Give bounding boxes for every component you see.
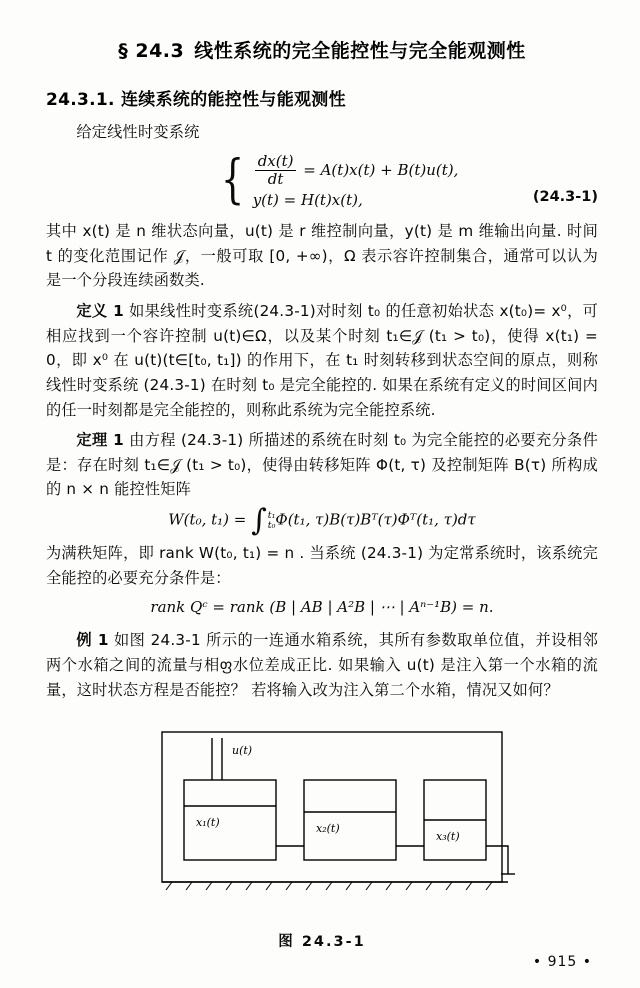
paragraph-variables: 其中 x(t) 是 n 维状态向量，u(t) 是 r 维控制向量，y(t) 是 m 维输出向量. 时间 t 的变化范围记作 𝒥，一般可取 [0, +∞)，Ω 表示容许控制集合，通常可以认为是一个分段连续函数类.: [46, 222, 598, 290]
equation-1-rhs: = A(t)x(t) + B(t)u(t),: [303, 160, 459, 179]
figure-label-x3: x₃(t): [436, 830, 460, 844]
integral-sign: ∫: [251, 503, 267, 538]
example-1-label: 例 1: [76, 631, 109, 650]
example-1-text: 如图 24.3-1 所示的一连通水箱系统，其所有参数取单位值，并设相邻两个水箱之间的流量与相ფ水位差成正比. 如果输入 u(t) 是注入第一个水箱的流量，这时状态方程是否能控？ 若将输入改为注入第二个水箱，情况又如何？: [46, 631, 598, 699]
equation-3-text: rank Qᶜ = rank (B | AB | A²B | ⋯ | Aⁿ⁻¹B) = n.: [150, 598, 494, 617]
figure-water-tanks: [46, 720, 598, 951]
equation-1-tag: (24.3-1): [532, 189, 598, 206]
equation-1-line-2: y(t) = H(t)x(t),: [252, 191, 363, 210]
section-title: [46, 36, 598, 63]
paragraph-intro: 给定线性时变系统: [76, 123, 200, 141]
equation-3-block: [46, 598, 598, 618]
definition-1-text: 如果线性时变系统(24.3-1)对时刻 t₀ 的任意初始状态 x(t₀)= x⁰，可相应找到一个容许控制 u(t)∈Ω，以及某个时刻 t₁∈𝒥 (t₁ > t₀)，使得 x(t₁) = 0，即 x⁰ 在 u(t)(t∈[t₀, t₁]) 的作用下，在 t₁ 时刻转移到状态空间的原点，则称线性时变系统 (24.3-1) 在时刻 t₀ 是完全能控的. 如果在系统有定义的时间区间内的任一时刻都是完全能控的，则称此系统为完全能控系统.: [46, 302, 599, 419]
example-1-paragraph: [46, 628, 598, 702]
figure-svg: [46, 720, 598, 920]
derivative-fraction: [255, 153, 297, 189]
integral-symbol: [251, 503, 276, 538]
fraction-numerator: dx(t): [255, 153, 297, 171]
figure-label-x1: x₁(t): [196, 816, 220, 830]
figure-caption: 图 24.3-1: [278, 934, 366, 951]
paragraph-rank: 为满秩矩阵，即 rank W(t₀, t₁) = n . 当系统 (24.3-1) 为定常系统时，该系统完全能控的必要充分条件是：: [46, 544, 598, 587]
definition-1-label: 定义 1: [76, 302, 124, 320]
figure-label-x2: x₂(t): [316, 822, 340, 836]
integral-upper-limit: t₁: [267, 509, 276, 521]
figure-label-u: u(t): [232, 744, 253, 758]
fraction-denominator: dt: [267, 169, 284, 188]
equation-1-system: [46, 150, 598, 211]
left-brace: {: [220, 150, 244, 211]
equation-1-lines: [253, 153, 459, 210]
equation-1-line-1: [253, 153, 459, 189]
equation-2-block: [46, 503, 598, 538]
theorem-1-label: 定理 1: [76, 431, 124, 450]
subsection-title: 24.3.1. 连续系统的能控性与能观测性: [46, 90, 346, 110]
section-number: § 24.3: [118, 40, 185, 62]
page-number: • 915 •: [532, 954, 592, 970]
page-content: [46, 24, 599, 951]
equation-2-integrand: Φ(t₁, τ)B(τ)Bᵀ(τ)Φᵀ(t₁, τ)dτ: [275, 510, 476, 529]
integral-lower-limit: t₀: [267, 519, 276, 531]
theorem-1-paragraph: [46, 428, 598, 502]
section-title-text: 线性系统的完全能控性与完全能观测性: [194, 40, 526, 62]
equation-1-block: [46, 150, 598, 211]
definition-1-paragraph: [46, 299, 598, 422]
equation-2-lhs: W(t₀, t₁) =: [168, 510, 252, 529]
theorem-1-text: 由方程 (24.3-1) 所描述的系统在时刻 t₀ 为完全能控的必要充分条件是：存在时刻 t₁∈𝒥 (t₁ > t₀)，使得由转移矩阵 Φ(t, τ) 及控制矩阵 B(τ) 所构成的 n × n 能控性矩阵: [46, 431, 599, 499]
